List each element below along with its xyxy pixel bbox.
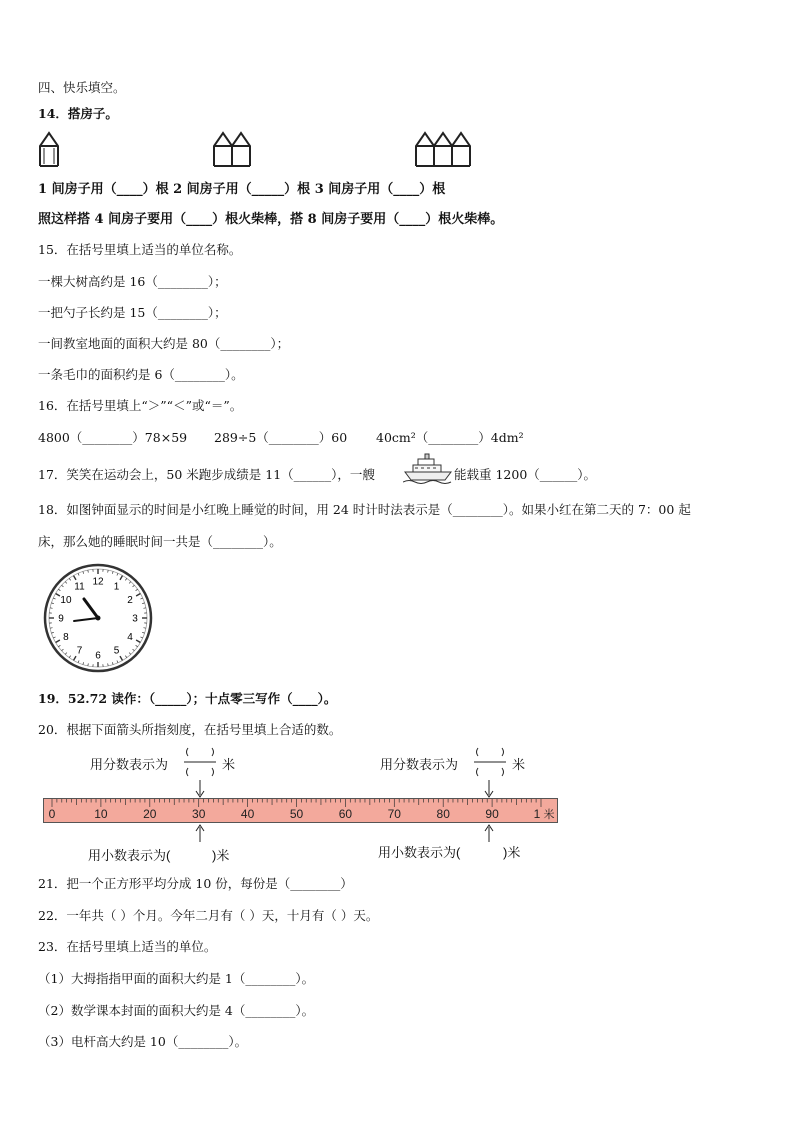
section-title: 四、快乐填空。 [38,80,126,95]
q22-text: 22．一年共（ ）个月。今年二月有（ ）天，十月有（ ）天。 [38,908,379,923]
q14-line2: 照这样搭 4 间房子要用（____）根火柴棒，搭 8 间房子要用（____）根火柴棒。 [38,212,504,227]
q19-text: 19．52.72 读作：（_____）；十点零三写作（____）。 [38,691,337,706]
ruler [43,798,559,824]
q23-item: （3）电杆高大约是 10（________）。 [38,1034,248,1049]
ruler-label: 30 [192,807,206,821]
q17-text-b: 能载重 1200（______）。 [454,467,597,482]
clock-number: 1 [113,581,120,593]
clock-number: 7 [76,645,83,657]
q23-item: （2）数学课本封面的面积大约是 4（________）。 [38,1003,315,1018]
clock-number: 11 [74,581,85,593]
q16-item: 40cm²（________）4dm² [376,430,524,445]
ruler-label: 90 [485,807,499,821]
q16-item: 289÷5（________）60 [214,430,348,445]
q18-line1: 18．如图钟面显示的时间是小红晚上睡觉的时间，用 24 时计时法表示是（________）。如果小红在第二天的 7：00 起 [38,502,691,517]
q16-title: 16．在括号里填上“＞”“＜”或“＝”。 [38,398,243,413]
q15-item: 一条毛巾的面积约是 6（________）。 [38,367,244,382]
clock-number: 9 [58,613,64,625]
q14-title: 14．搭房子。 [38,106,118,121]
q20-dec-label-2: 用小数表示为( [378,845,461,860]
clock-face [42,562,154,674]
clock-number: 10 [60,595,72,606]
q15-item: 一把勺子长约是 15（________）； [38,305,227,320]
clock-number: 5 [113,645,120,657]
house-3-icon [416,133,470,166]
ruler-label: 40 [240,807,255,821]
q20-dec-unit-2: )米 [503,845,521,860]
clock-number: 6 [95,650,101,662]
q20-frac-label-2: 用分数表示为 [380,757,459,772]
q18-line2: 床，那么她的睡眠时间一共是（________）。 [38,534,282,549]
clock-number: 2 [127,595,133,606]
clock-number: 8 [63,632,69,643]
ruler-label: 1 [533,807,541,821]
up-arrow-icon [194,824,206,842]
ruler-label: 0 [48,807,56,821]
q15-title: 15．在括号里填上适当的单位名称。 [38,242,242,257]
q14-line1: 1 间房子用（____）根 2 间房子用（_____）根 3 间房子用（____）根 [38,182,446,197]
clock-number: 4 [127,632,133,643]
clock-number: 3 [132,613,138,625]
fraction-blank-icon [472,744,508,780]
ruler-label: 10 [94,807,108,821]
q20-frac-label-1: 用分数表示为 [90,757,169,772]
fraction-blank-icon [182,744,218,780]
ruler-label: 80 [436,807,450,821]
clock-number: 12 [92,576,104,588]
ship-icon [403,452,453,484]
matchstick-houses-figure [38,130,498,168]
q17-text-a: 17．笑笑在运动会上，50 米跑步成绩是 11（______），一艘 [38,467,375,482]
house-1-icon [40,133,58,166]
ruler-label: 70 [387,807,401,821]
q20-title: 20．根据下面箭头所指刻度，在括号里填上合适的数。 [38,722,342,737]
q23-title: 23．在括号里填上适当的单位。 [38,939,217,954]
ruler-label: 60 [338,807,353,821]
up-arrow-icon [483,824,495,842]
ruler-label: 50 [289,807,304,821]
down-arrow-icon [194,780,206,798]
down-arrow-icon [483,780,495,798]
q15-item: 一间教室地面的面积大约是 80（________）； [38,336,290,351]
house-2-icon [214,133,250,166]
q21-text: 21．把一个正方形平均分成 10 份，每份是（________） [38,876,353,891]
q16-item: 4800（________）78×59 [38,430,188,445]
q20-unit-1: 米 [222,757,236,772]
q20-dec-label-1: 用小数表示为( [88,848,171,863]
q20-unit-2: 米 [512,757,526,772]
ruler-unit: 米 [543,809,555,821]
ruler-label: 20 [143,807,157,821]
q23-item: （1）大拇指指甲面的面积大约是 1（________）。 [38,971,315,986]
q20-dec-unit-1: )米 [212,848,230,863]
q15-item: 一棵大树高约是 16（________）； [38,274,227,289]
